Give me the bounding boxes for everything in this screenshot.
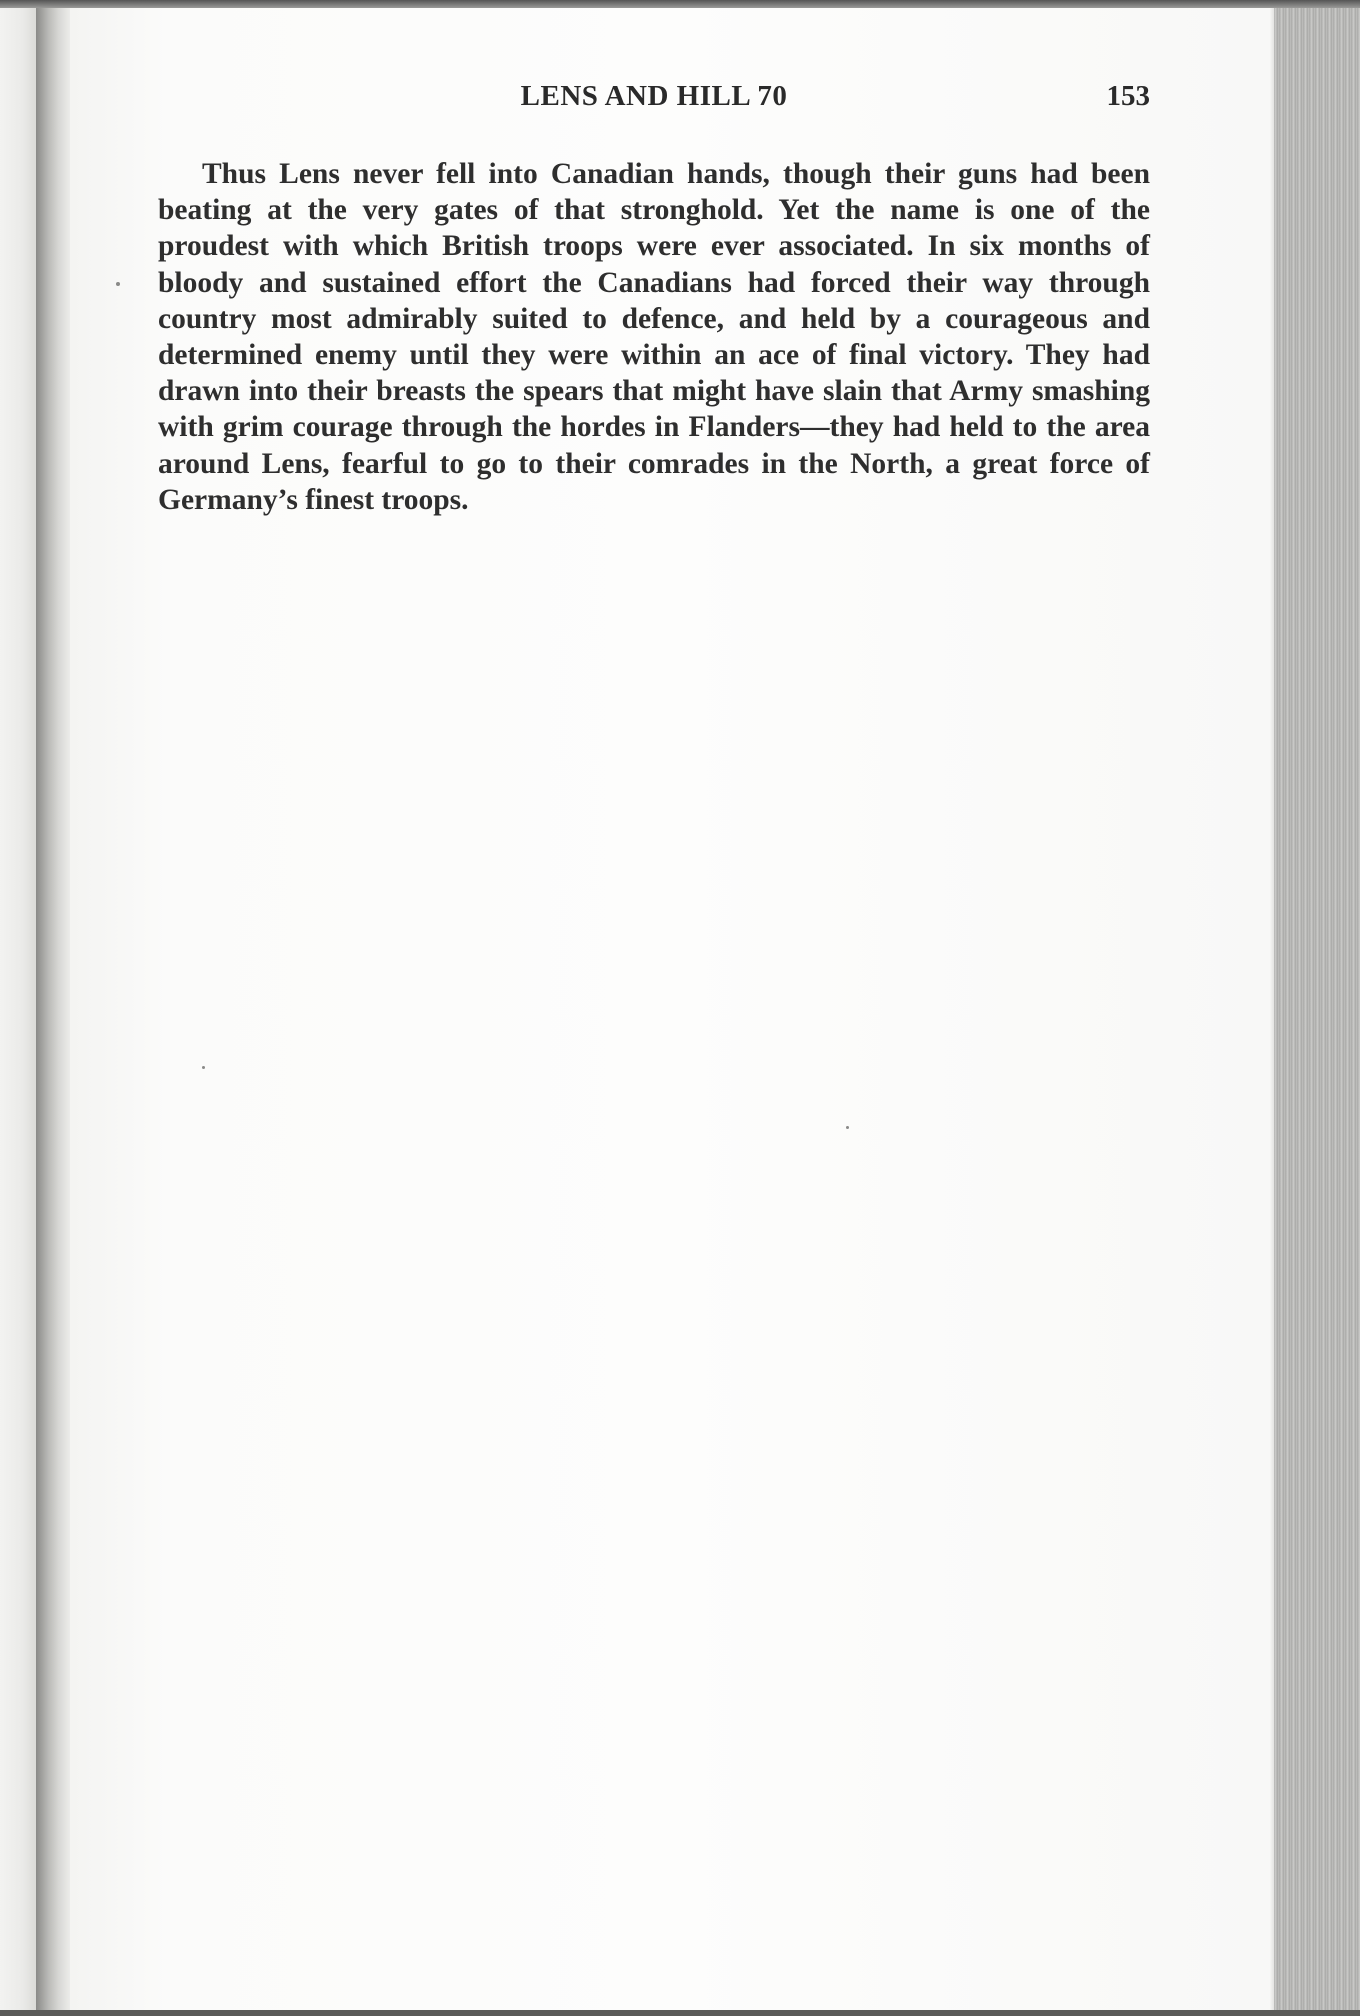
paper-speck xyxy=(116,282,120,286)
book-fore-edge xyxy=(1274,0,1360,2016)
running-head xyxy=(158,80,1150,120)
body-paragraph: Thus Lens never fell into Canadian hands, though their guns had been beating at the very gates of that stronghold. Yet the name is one of the proudest with which British troops were ever associated. In six months of bloody and sustained effort the Canadians had forced their way through country most admirably suited to defence, and held by a courageous and determined enemy until they were within an ace of final victory. They had drawn into their breasts the spears that might have slain that Army smashing with grim courage through the hordes in Flanders—they had held to the area around Lens, fearful to go to their comrades in the North, a great force of Germany’s finest troops. xyxy=(158,158,1150,516)
scan-top-edge xyxy=(0,0,1360,8)
binding-gutter xyxy=(36,0,70,2016)
scan-bottom-edge xyxy=(0,2010,1360,2016)
paper-speck xyxy=(846,1126,849,1129)
paper-speck xyxy=(202,1066,205,1069)
running-title: LENS AND HILL 70 xyxy=(520,80,788,112)
previous-page-edge xyxy=(0,0,38,2016)
page-number: 153 xyxy=(1106,80,1150,112)
book-page xyxy=(70,8,1276,2010)
